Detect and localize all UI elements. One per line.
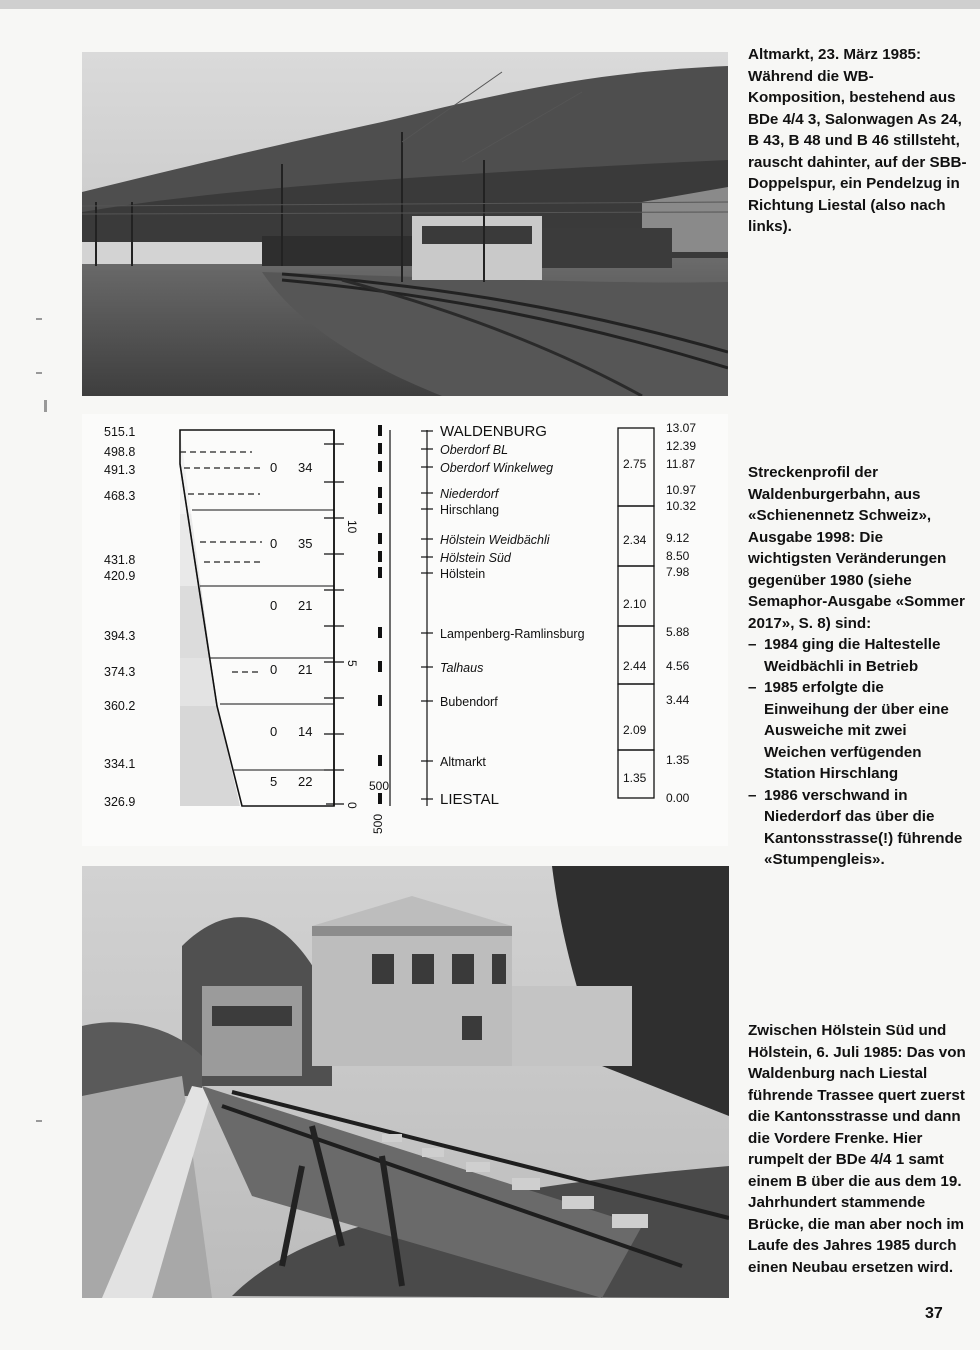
station-label: Niederdorf xyxy=(440,487,499,501)
crop-mark xyxy=(36,1120,42,1122)
gauge-label: 500 xyxy=(369,779,390,793)
station-marker xyxy=(378,425,382,436)
list-item: – 1984 ging die Haltestelle Weidbächli in Betrieb xyxy=(748,634,970,677)
profile-intro-text: Streckenprofil der Waldenburgerbahn, aus «Schienennetz Schweiz», Ausgabe 1998: Die wichtigsten Veränderungen gegenüber 1980 (siehe Semaphor-Ausgabe «Sommer 2017», S. 8) sind: xyxy=(748,464,965,632)
gradient-label-b: 14 xyxy=(298,724,313,739)
km-label: 8.50 xyxy=(666,549,690,563)
km-label: 12.39 xyxy=(666,439,697,453)
elevation-label: 334.1 xyxy=(104,757,136,771)
crop-mark xyxy=(36,372,42,374)
scale-label: 10 xyxy=(345,520,359,534)
station-label: Talhaus xyxy=(440,661,484,675)
changes-list xyxy=(748,634,970,871)
station-label: Altmarkt xyxy=(440,755,486,769)
caption-route-profile xyxy=(748,462,970,871)
elevation-label: 394.3 xyxy=(104,629,136,643)
crop-mark xyxy=(44,400,47,412)
route-profile-diagram xyxy=(82,414,728,846)
elevation-label: 326.9 xyxy=(104,795,136,809)
photo-hoelstein-bridge xyxy=(82,866,729,1298)
km-label: 5.88 xyxy=(666,625,690,639)
km-label: 4.56 xyxy=(666,659,690,673)
elevation-label: 431.8 xyxy=(104,553,136,567)
elevation-label: 374.3 xyxy=(104,665,136,679)
gradient-label-a: 0 xyxy=(270,460,278,475)
elevation-label: 420.9 xyxy=(104,569,136,583)
caption-photo-bridge: Zwischen Hölstein Süd und Hölstein, 6. Juli 1985: Das von Waldenburg nach Liestal führende Trassee quert zuerst die Kantonsstrasse und dann die Vordere Frenke. Hier rumpelt der BDe 4/4 1 samt einem B über die aus dem 19. Jahrhundert stammende Brücke, die man aber noch im Laufe des Jahres 1985 durch einen Neubau ersetzen wird. xyxy=(748,1022,966,1276)
km-label: 13.07 xyxy=(666,421,697,435)
km-label: 10.97 xyxy=(666,483,697,497)
distance-label: 2.75 xyxy=(623,457,647,471)
caption-photo-altmarkt: Altmarkt, 23. März 1985: Während die WB-Komposition, bestehend aus BDe 4/4 3, Salonwagen As 24, B 43, B 48 und B 46 stillsteht, rauscht dahinter, auf der SBB-Doppelspur, ein Pendelzug in Richtung Liestal (also nach links). xyxy=(748,46,967,235)
gradient-label-b: 22 xyxy=(298,774,313,789)
station-label: Bubendorf xyxy=(440,695,498,709)
gradient-label-b: 21 xyxy=(298,598,313,613)
list-item: – 1985 erfolgte die Einweihung der über eine Ausweiche mit zwei Weichen verfügenden Station Hirschlang xyxy=(748,677,970,785)
elevation-label: 498.8 xyxy=(104,445,136,459)
station-marker xyxy=(378,551,382,562)
elevation-label: 360.2 xyxy=(104,699,136,713)
page-top-band xyxy=(0,0,980,9)
elevation-label: 515.1 xyxy=(104,425,136,439)
gradient-label-b: 34 xyxy=(298,460,313,475)
station-marker xyxy=(378,567,382,578)
km-label: 11.87 xyxy=(666,457,696,471)
distance-label: 2.34 xyxy=(623,533,647,547)
station-marker xyxy=(378,627,382,638)
station-marker xyxy=(378,661,382,672)
scale-label: 0 xyxy=(345,802,359,809)
distance-label: 2.10 xyxy=(623,597,647,611)
station-marker xyxy=(378,755,382,766)
km-label: 0.00 xyxy=(666,791,690,805)
distance-label: 1.35 xyxy=(623,771,647,785)
km-label: 1.35 xyxy=(666,753,690,767)
distance-label: 2.09 xyxy=(623,723,647,737)
station-label: Hirschlang xyxy=(440,503,500,517)
station-label: Hölstein Weidbächli xyxy=(440,533,550,547)
elevation-label: 491.3 xyxy=(104,463,136,477)
station-label: LIESTAL xyxy=(440,791,499,808)
scale-label: 5 xyxy=(345,660,359,667)
station-marker xyxy=(378,695,382,706)
station-label: Hölstein Süd xyxy=(440,551,511,565)
station-label: Hölstein xyxy=(440,567,486,581)
km-label: 10.32 xyxy=(666,499,697,513)
crop-mark xyxy=(36,318,42,320)
photo-altmarkt-train xyxy=(82,52,728,396)
station-marker xyxy=(378,793,382,804)
gradient-label-b: 21 xyxy=(298,662,313,677)
km-label: 7.98 xyxy=(666,565,690,579)
gradient-label-a: 0 xyxy=(270,724,278,739)
station-label: Oberdorf Winkelweg xyxy=(440,461,554,475)
gradient-label-b: 35 xyxy=(298,536,313,551)
station-label: Oberdorf BL xyxy=(440,443,509,457)
station-marker xyxy=(378,461,382,472)
station-marker xyxy=(378,503,382,514)
gradient-label-a: 0 xyxy=(270,598,278,613)
station-marker xyxy=(378,487,382,498)
gradient-label-a: 5 xyxy=(270,774,278,789)
km-label: 3.44 xyxy=(666,693,690,707)
distance-label: 2.44 xyxy=(623,659,647,673)
list-item: – 1986 verschwand in Niederdorf das über die Kantonsstrasse(!) führende «Stumpengleis». xyxy=(748,785,970,871)
station-marker xyxy=(378,443,382,454)
page-number: 37 xyxy=(925,1305,943,1322)
km-label: 9.12 xyxy=(666,531,690,545)
station-label: Lampenberg-Ramlinsburg xyxy=(440,627,585,641)
station-label: WALDENBURG xyxy=(440,423,547,440)
station-marker xyxy=(378,533,382,544)
gauge-label: 500 xyxy=(371,813,385,834)
elevation-label: 468.3 xyxy=(104,489,136,503)
gradient-label-a: 0 xyxy=(270,536,278,551)
gradient-label-a: 0 xyxy=(270,662,278,677)
